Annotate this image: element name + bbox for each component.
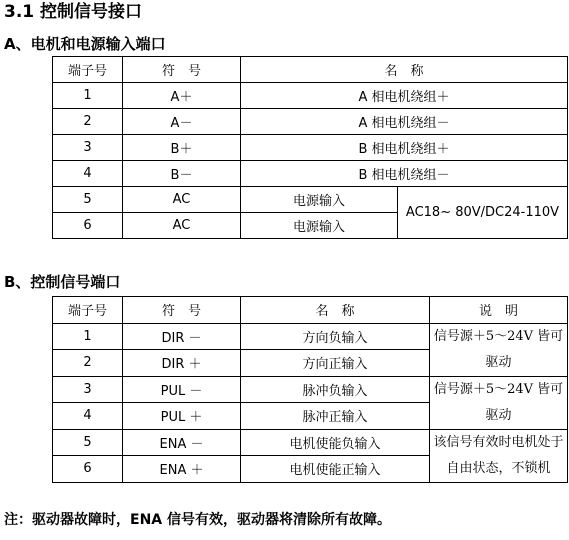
symbol-cell: DIR ＋ [123, 350, 241, 377]
name-cell: 电源输入 [241, 213, 398, 239]
terminal-cell: 2 [53, 109, 123, 135]
section-b-title: B、控制信号端口 [4, 273, 121, 291]
desc-cell: 信号源＋5～24V 皆可驱动 [430, 323, 568, 376]
symbol-cell: B－ [123, 161, 241, 187]
table-row [53, 161, 568, 187]
terminal-cell: 5 [53, 187, 123, 213]
desc-cell: 信号源＋5～24V 皆可驱动 [430, 376, 568, 429]
name-cell: A 相电机绕组－ [241, 109, 568, 135]
table-row [53, 323, 568, 350]
table-row [53, 187, 568, 213]
name-cell: 电机使能正输入 [241, 456, 430, 483]
name-cell: 方向负输入 [241, 323, 430, 350]
header-symbol: 符 号 [123, 57, 241, 83]
header-desc: 说 明 [430, 297, 568, 324]
name-cell: A 相电机绕组＋ [241, 83, 568, 109]
table-row [53, 429, 568, 456]
table-row [53, 376, 568, 403]
footnote: 注：驱动器故障时，ENA 信号有效，驱动器将清除所有故障。 [4, 512, 391, 528]
header-name: 名 称 [241, 297, 430, 324]
header-symbol: 符 号 [123, 297, 241, 324]
name-cell: 电源输入 [241, 187, 398, 213]
symbol-cell: PUL ＋ [123, 403, 241, 430]
section-a-title: A、电机和电源输入端口 [4, 35, 166, 53]
name-cell: 方向正输入 [241, 350, 430, 377]
symbol-cell: PUL － [123, 376, 241, 403]
terminal-cell: 4 [53, 403, 123, 430]
name-cell: B 相电机绕组＋ [241, 135, 568, 161]
terminal-cell: 3 [53, 135, 123, 161]
page-title: 3.1 控制信号接口 [4, 2, 143, 22]
desc-cell: 该信号有效时电机处于自由状态，不锁机 [430, 429, 568, 482]
symbol-cell: A－ [123, 109, 241, 135]
name-cell: 电机使能负输入 [241, 429, 430, 456]
symbol-cell: AC [123, 187, 241, 213]
terminal-cell: 2 [53, 350, 123, 377]
motor-power-table [52, 56, 568, 239]
table-row [53, 109, 568, 135]
power-spec-cell: AC18~ 80V/DC24-110V [398, 187, 568, 239]
header-terminal: 端子号 [53, 297, 123, 324]
header-name: 名 称 [241, 57, 568, 83]
header-terminal: 端子号 [53, 57, 123, 83]
control-signal-table [52, 296, 568, 483]
terminal-cell: 1 [53, 83, 123, 109]
terminal-cell: 4 [53, 161, 123, 187]
terminal-cell: 6 [53, 213, 123, 239]
terminal-cell: 3 [53, 376, 123, 403]
symbol-cell: B＋ [123, 135, 241, 161]
table-header-row [53, 297, 568, 324]
terminal-cell: 5 [53, 429, 123, 456]
symbol-cell: AC [123, 213, 241, 239]
terminal-cell: 6 [53, 456, 123, 483]
symbol-cell: ENA ＋ [123, 456, 241, 483]
name-cell: B 相电机绕组－ [241, 161, 568, 187]
table-row [53, 83, 568, 109]
terminal-cell: 1 [53, 323, 123, 350]
name-cell: 脉冲负输入 [241, 376, 430, 403]
table-row [53, 135, 568, 161]
table-header-row [53, 57, 568, 83]
symbol-cell: A＋ [123, 83, 241, 109]
symbol-cell: DIR － [123, 323, 241, 350]
symbol-cell: ENA － [123, 429, 241, 456]
name-cell: 脉冲正输入 [241, 403, 430, 430]
